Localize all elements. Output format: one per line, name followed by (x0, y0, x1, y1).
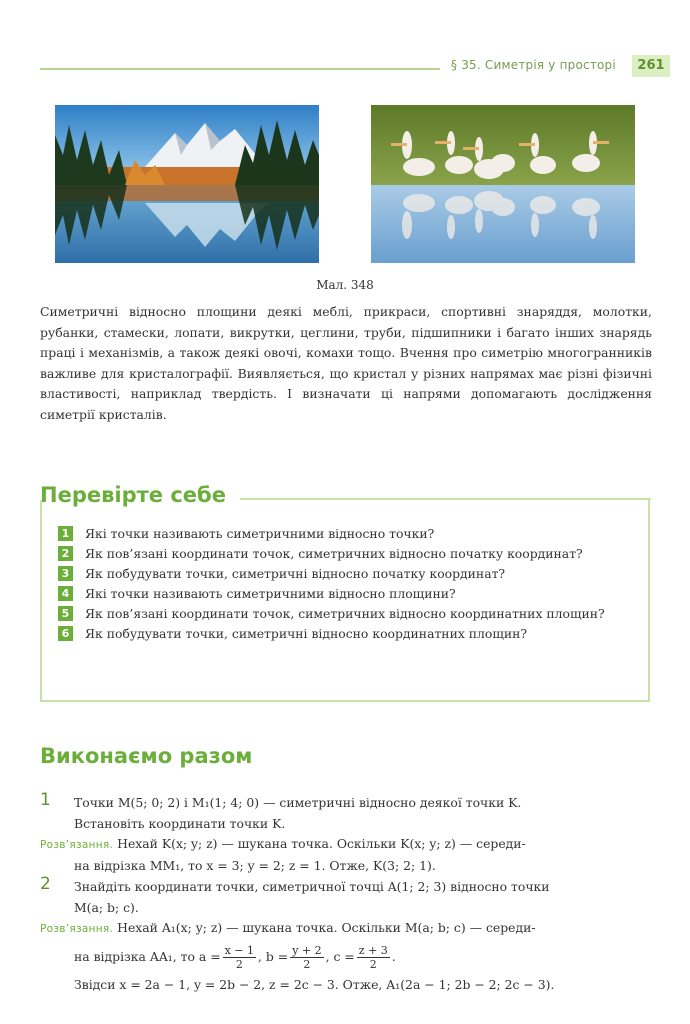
question-text: Які точки називають симетричними відносно площини? (85, 586, 456, 601)
formula-a-lhs: a = (198, 948, 221, 964)
worked-examples-heading: Виконаємо разом (40, 744, 253, 768)
question-number: 1 (58, 526, 73, 541)
example-2-formula-line: на відрізка AA₁, то a = $\frac{x - 1}{2}$ , b = $\frac{y + 2}{2}$ , c = $\frac{z + 3}{2}$ . (74, 943, 396, 971)
example-1-task (74, 793, 654, 834)
section-title: § 35. Симетрія у просторі (451, 58, 616, 72)
question-number: 2 (58, 546, 73, 561)
header-rule (40, 68, 440, 70)
question-text: Як пов’язані координати точок, симетричних відносно координатних площин? (85, 606, 605, 621)
example-1-solution (40, 834, 654, 876)
example-1-solution-line-2: на відрізка MM₁, то x = 3; y = 2; z = 1. Отже, K(3; 2; 1). (74, 857, 436, 873)
questions-list (58, 524, 648, 644)
check-yourself-heading: Перевірте себе (40, 483, 226, 507)
example-2-solution-line-1: Нехай A₁(x; y; z) — шукана точка. Оскільки M(a; b; c) — середи- (117, 920, 536, 935)
page-number: 261 (632, 55, 670, 77)
example-2-solution-line-3: Звідси x = 2a − 1, y = 2b − 2, z = 2c − 3. Отже, A₁(2a − 1; 2b − 2; 2c − 3). (74, 976, 555, 992)
example-1-solution-line-1: Нехай K(x; y; z) — шукана точка. Оскільки K(x; y; z) — середи- (117, 836, 526, 851)
example-2-solution (40, 918, 654, 995)
example-1-line-2: Встановіть координати точки K. (74, 815, 286, 831)
mountain-lake-photo (55, 105, 319, 263)
fraction-c-denominator: 2 (369, 957, 377, 971)
question-text: Які точки називають симетричними відносно точки? (85, 526, 435, 541)
example-1-number: 1 (40, 790, 51, 810)
pelicans-photo (371, 105, 635, 263)
fraction-a-numerator: x − 1 (224, 943, 255, 957)
question-item (58, 544, 648, 564)
question-item (58, 564, 648, 584)
example-2-solution-line-2: на відрізка AA₁, то (74, 948, 195, 964)
solution-label: Розв’язання. (40, 839, 114, 851)
body-paragraph: Симетричні відносно площини деякі меблі, прикраси, спортивні знаряддя, молотки, рубанки, стамески, лопати, викрутки, цеглини, труби, підшипники і багато інших знарядь праці і механізмів, а також деякі овочі, комахи тощо. Вчення про симетрію многогранників важливе для кристалографії. Виявляється, що кристал у різних напрямах має різні фізичні властивості, наприклад твердість. І визначати ці напрями допомагають дослідження симетрії кристалів. (40, 304, 652, 422)
example-2-line-1: Знайдіть координати точки, симетричної точці A(1; 2; 3) відносно точки (74, 879, 550, 894)
formula-b-lhs: b = (265, 948, 289, 964)
question-item (58, 604, 648, 624)
example-2-number: 2 (40, 874, 51, 894)
fraction-b-numerator: y + 2 (292, 943, 322, 957)
question-item (58, 524, 648, 544)
question-text: Як побудувати точки, симетричні відносно координатних площин? (85, 626, 528, 641)
fraction-b-denominator: 2 (303, 957, 311, 971)
question-number: 3 (58, 566, 73, 581)
fraction-a (223, 944, 256, 971)
example-1-line-1: Точки M(5; 0; 2) і M₁(1; 4; 0) — симетричні відносно деякої точки K. (74, 795, 522, 810)
fraction-a-denominator: 2 (235, 957, 243, 971)
fraction-b (290, 944, 323, 971)
example-2-task (74, 877, 654, 918)
example-2-line-2: M(a; b; c). (74, 899, 139, 915)
fraction-c (357, 944, 390, 971)
question-number: 5 (58, 606, 73, 621)
question-text: Як побудувати точки, симетричні відносно початку координат? (85, 566, 506, 581)
question-number: 6 (58, 626, 73, 641)
question-item (58, 624, 648, 644)
question-text: Як пов’язані координати точок, симетричних відносно початку координат? (85, 546, 583, 561)
solution-label: Розв’язання. (40, 923, 114, 935)
question-item (58, 584, 648, 604)
figure-caption: Мал. 348 (316, 278, 374, 292)
question-number: 4 (58, 586, 73, 601)
fraction-c-numerator: z + 3 (358, 943, 388, 957)
formula-c-lhs: c = (333, 948, 355, 964)
